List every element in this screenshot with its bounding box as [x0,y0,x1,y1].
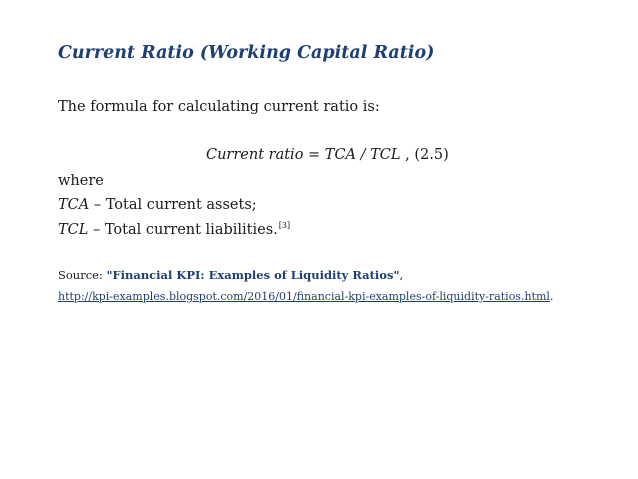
source-link[interactable]: http://kpi-examples.blogspot.com/2016/01/financial-kpi-examples-of-liquidity-ratios.html [58,290,550,303]
source-label: Source: [58,268,107,282]
section-heading: Current Ratio (Working Capital Ratio) [58,43,435,63]
formula-row [206,147,449,163]
intro-text: The formula for calculating current ratio is: [58,99,380,115]
definition-symbol: TCA [58,197,90,213]
source-separator: , [399,268,404,282]
definition-text: – Total current assets; [89,197,257,213]
definition-symbol: TCL [58,221,89,238]
definition-tcl [58,221,290,238]
reference-mark: [3] [278,221,291,230]
definition-tca [58,197,257,213]
source-url-end: . [549,289,554,303]
where-label: where [58,173,104,189]
formula-expression: Current ratio = TCA / TCL [206,147,401,163]
source-title: "Financial KPI: Examples of Liquidity Ratios" [106,268,400,282]
source-line [58,268,403,282]
source-url-line [58,289,554,303]
definition-text: – Total current liabilities. [88,221,278,238]
formula-number: , (2.5) [405,147,449,163]
